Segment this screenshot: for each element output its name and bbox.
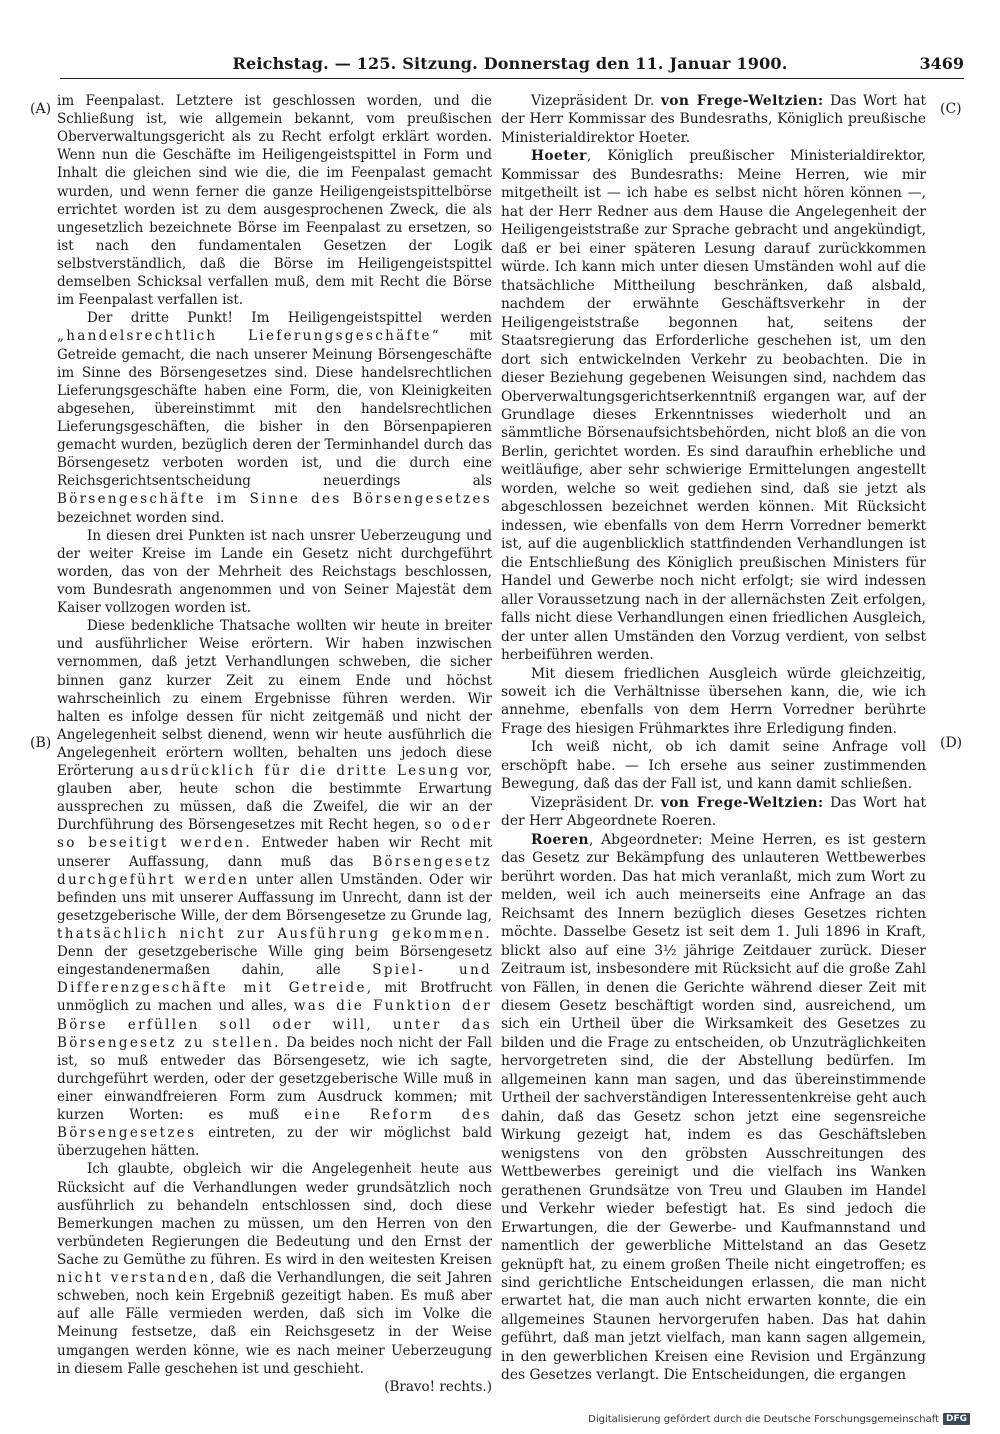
margin-marker-a: (A) bbox=[30, 101, 52, 117]
spaced-emphasis: „handelsrechtlich Lieferungsgeschäfte“ bbox=[57, 328, 442, 345]
paragraph: Ich weiß nicht, ob ich damit seine Anfrage voll erschöpft habe. — Ich ersehe aus seiner zustimmenden Bewegung, daß das der Fall ist, und kann damit schließen. bbox=[501, 739, 926, 793]
left-column bbox=[57, 92, 492, 1396]
text-run: Das Wort hat der Herr Kommissar des Bundesraths, Königlich preußische Ministerialdirektor Hoeter. bbox=[501, 93, 926, 146]
spaced-emphasis: thatsächlich nicht zur Ausführung gekommen. bbox=[57, 926, 492, 943]
paragraph bbox=[57, 309, 492, 526]
text-run: vor, glauben aber, heute schon die bestimmte Erwartung aussprechen zu müssen, daß die Zweifel, die wir an der Durchführung des Börsengesetzes mit Recht hegen, bbox=[57, 763, 492, 834]
credit-text: Digitalisierung gefördert durch die Deutsche Forschungsgemeinschaft bbox=[588, 1413, 939, 1425]
spaced-emphasis: Börsengeschäfte im Sinne des Börsengesetzes bbox=[57, 491, 492, 508]
spaced-emphasis: ausdrücklich für die dritte Lesung bbox=[140, 763, 461, 780]
paragraph: In diesen drei Punkten ist nach unsrer Ueberzeugung und der weiter Kreise im Lande ein Gesetz nicht durchgeführt worden, das von der Mehrheit des Reichstags beschlossen, vom Bundesrath angenommen und von Seiner Majestät dem Kaiser vollzogen worden ist. bbox=[57, 527, 492, 617]
page-number: 3469 bbox=[919, 54, 964, 73]
text-run: Diese bedenkliche Thatsache wollten wir heute in breiter und ausführlicher Weise erörtern. Wir haben inzwischen vernommen, daß jetzt Verhandlungen schweben, die sicher binnen ganz kurzer Zeit zu einem Ende und höchst wahrscheinlich zu einem Ergebnisse führen werden. Wir halten es infolge dessen für nicht zeitgemäß und nicht der Angelegenheit selbst dienend, wenn wir heute ausführlich die Angelegenheit erörtern wollten, behalten uns jedoch diese Erörterung bbox=[57, 618, 492, 780]
applause-note: (Bravo! rechts.) bbox=[384, 1378, 492, 1395]
spaced-emphasis: Spiel- und Differenzgeschäfte mit Getreide bbox=[57, 962, 492, 997]
margin-marker-d: (D) bbox=[940, 735, 963, 751]
spaced-emphasis: Börsengesetz durchgeführt werden bbox=[57, 853, 492, 888]
paragraph bbox=[501, 831, 926, 1385]
text-run: , mit Brotfrucht unmöglich zu machen und alles, bbox=[57, 980, 492, 1015]
paragraph: Mit diesem friedlichen Ausgleich würde gleichzeitig, soweit ich die Verhältnisse übersehen kann, die, wie ich annehme, ebenfalls von dem Herrn Vorredner berührte Frage des hiesigen Frühmarktes ihre Erledigung finden. bbox=[501, 665, 926, 737]
text-run: Entweder haben wir Recht mit unserer Auffassung, dann muß das bbox=[57, 835, 492, 870]
text-run: unter allen Umständen. Oder wir befinden uns mit unserer Auffassung im Unrecht, dann ist der gesetzgeberische Wille, der dem Börsengesetze zu Grunde lag, bbox=[57, 871, 492, 924]
paragraph bbox=[57, 1160, 492, 1377]
text-run: mit Getreide gemacht, die nach unserer Meinung Börsengeschäfte im Sinne des Börsengesetzes sind. Diese handelsrechtlichen Lieferungsgeschäfte haben eine Form, die, von Kleinigkeiten abgesehen, übereinstimmt mit den handelsrechtlichen Lieferungsgeschäften, die bisher in den Börsenpapieren gemacht wurden, bezüglich deren der Terminhandel durch das Börsengesetz verboten worden ist, und die durch eine Reichsgerichtsentscheidung neuerdings als bbox=[57, 328, 492, 490]
text-run: Da beides noch nicht der Fall ist, so muß entweder das Börsengesetz, wie ich sagte, durchgeführt werden, oder der gesetzgeberische Wille muß in einer einwandfreieren Form zum Ausdruck kommen; mit kurzen Worten: es muß bbox=[57, 1034, 492, 1124]
text-run: bezeichnet worden sind. bbox=[57, 509, 225, 526]
speaker-name: Roeren bbox=[531, 831, 589, 848]
speaker-name: von Frege-Weltzien: bbox=[660, 93, 824, 109]
text-run: , Abgeordneter: Meine Herren, es ist gestern das Gesetz zur Bekämpfung des unlauteren Wettbewerbes berührt worden. Das hat mich veranlaßt, mich zum Wort zu melden, weil ich auch meinerseits eine Anfrage an das Reichsamt des Innern bezüglich dieses Gesetzes richten möchte. Dasselbe Gesetz ist seit dem 1. Juli 1896 in Kraft, blickt also auf eine 3½ jährige Zeitdauer zurück. Dieser Zeitraum ist, insbesondere mit Rücksicht auf die große Zahl von Fällen, in denen die Gerichte während dieser Zeit mit diesem Gesetz beschäftigt worden sind, ausreichend, um sich ein Urtheil über die Wirksamkeit des Gesetzes zu bilden und die Frage zu entscheiden, ob Unzuträglichkeiten hervorgetreten sind, die der Abstellung bedürfen. Im allgemeinen kann man sagen, und das übereinstimmende Urtheil der sachverständigen Interessentenkreise geht auch dahin, daß das Gesetz schon jetzt eine segensreiche Wirkung gezeigt hat, indem es das Geschäftsleben wenigstens von den gröbsten Ausschreitungen des Wettbewerbes gereinigt und die vielfach ins Wanken gerathenen Grundsätze von Treu und Glauben im Handel und Verkehr wieder befestigt hat. Es sind jedoch die Erwartungen, die der Gewerbe- und Kaufmannstand und namentlich der gewerbliche Mittelstand an das Gesetz geknüpft hat, zu einem großen Theile nicht eingetroffen; es sind gerichtliche Entscheidungen erlassen, die man nicht erwartet hat, die man auch nicht erwarten konnte, die ein allgemeines Staunen hervorgerufen haben. Das hat dahin geführt, daß man jetzt vielfach, man kann sagen allgemein, in den gewerblichen Kreisen eine Revision und Ergänzung des Gesetzes verlangt. Die Entscheidungen, die ergangen bbox=[501, 831, 926, 1384]
speaker-name: Hoeter bbox=[531, 148, 587, 165]
text-run: , Königlich preußischer Ministerialdirektor, Kommissar des Bundesraths: Meine Herren, wie mir mitgetheilt ist — ich habe es selbst nicht hören können —, hat der Herr Redner aus dem Hause die Angelegenheit der Heiligengeiststraße zur Sprache gebracht und angekündigt, daß er bei einer späteren Lesung darauf zurückkommen würde. Ich kann mich unter diesen Umständen wohl auf die thatsächliche Mittheilung beschränken, daß alsbald, nachdem der erwähnte Geschäftsverkehr in der Heiligengeiststraße begonnen hat, seitens der Staatsregierung das Erforderliche geschehen ist, um den dort sich entwickelnden Verkehr zu beobachten. Die in dieser Beziehung gegebenen Weisungen sind, nachdem das Oberverwaltungsgerichtserkenntniß ergangen war, auf der Grundlage dieses Erkenntnisses wiederholt und an sämmtliche Börsenaufsichtsbehörden, nicht bloß an die von Berlin, gerichtet worden. Es sind daraufhin erhebliche und weitläufige, aber sehr schwierige Ermittelungen angestellt worden, welche so weit gediehen sind, daß sie jetzt als abgeschlossen bezeichnet werden können. Mit Rücksicht indessen, wie ebenfalls von dem Herrn Vorredner bemerkt ist, auf die augenblicklich stattfindenden Verhandlungen ist die Entschließung des Königlich preußischen Ministers für Handel und Gewerbe noch nicht erfolgt; sie wird indessen aller Voraussetzung nach in der allernächsten Zeit erfolgen, falls nicht diese Verhandlungen einen friedlichen Ausgleich, der unter allen Umständen den Vorzug verdient, von selbst herbeiführen werden. bbox=[501, 148, 926, 664]
margin-marker-c: (C) bbox=[940, 101, 962, 117]
text-run: Vizepräsident Dr. bbox=[531, 93, 661, 109]
text-run: , daß die Verhandlungen, die seit Jahren schweben, noch kein Ergebniß gezeitigt haben. Es muß aber auf alle Fälle vermieden werden, daß sich im Volke die Meinung festsetze, daß ein Reichsgesetz in der Weise umgangen werden könne, wie es nach meiner Ueberzeugung in diesem Falle geschehen ist und geschieht. bbox=[57, 1270, 493, 1377]
text-run: Vizepräsident Dr. bbox=[531, 794, 661, 811]
spaced-emphasis: was die Funktion der Börse erfüllen soll oder will, unter das Börsengesetz zu stellen. bbox=[57, 998, 492, 1051]
text-run: Denn der gesetzgeberische Wille ging beim Börsengesetz eingestandenermaßen dahin, alle bbox=[57, 944, 492, 979]
spaced-emphasis: so oder so beseitigt werden. bbox=[57, 817, 492, 852]
paragraph bbox=[501, 147, 926, 664]
spaced-emphasis: eine Reform des Börsengesetzes bbox=[57, 1107, 493, 1142]
paragraph bbox=[501, 92, 926, 147]
page-header bbox=[60, 54, 964, 79]
header-title: Reichstag. — 125. Sitzung. Donnerstag den 11. Januar 1900. bbox=[232, 54, 788, 73]
speaker-name: von Frege-Weltzien: bbox=[660, 794, 824, 811]
digitization-credit bbox=[588, 1413, 970, 1425]
text-run: eintreten, zu der wir möglichst bald überzugehen hätten. bbox=[57, 1125, 492, 1160]
paragraph bbox=[57, 617, 492, 1160]
text-run: Der dritte Punkt! Im Heiligengeistspittel werden bbox=[87, 310, 492, 327]
spaced-emphasis: nicht verstanden bbox=[57, 1270, 211, 1287]
text-run: Das Wort hat der Herr Abgeordnete Roeren. bbox=[501, 794, 926, 830]
dfg-logo: DFG bbox=[943, 1413, 970, 1425]
paragraph bbox=[501, 794, 926, 831]
right-column bbox=[501, 92, 926, 1385]
margin-marker-b: (B) bbox=[30, 735, 52, 751]
text-run: Ich glaubte, obgleich wir die Angelegenheit heute aus Rücksicht auf die Verhandlungen weder grundsätzlich noch ausführlich zu behandeln entschlossen sind, doch diese Bemerkungen machen zu müssen, um den Herren von den verbündeten Regierungen die Bedeutung und den Ernst der Sache zu Gemüthe zu führen. Es wird in den weitesten Kreisen bbox=[57, 1161, 492, 1268]
paragraph: im Feenpalast. Letztere ist geschlossen worden, und die Schließung ist, wie allgemein bekannt, vom preußischen Oberverwaltungsgericht als zu Recht erfolgt erklärt worden. Wenn nun die Geschäfte im Heiligengeistspittel in Form und Inhalt die gleichen sind wie die, die im Feenpalast gemacht wurden, und wenn ferner die ganze Heiligengeistspittelbörse errichtet worden ist zu dem ausgesprochenen Zweck, die als ungesetzlich bezeichnete Börse im Feenpalast zu ersetzen, so ist nach den fundamentalen Gesetzen der Logik selbstverständlich, daß die Börse im Heiligengeistspittel demselben Schicksal verfallen muß, dem mit Recht die Börse im Feenpalast verfallen ist. bbox=[57, 93, 492, 309]
